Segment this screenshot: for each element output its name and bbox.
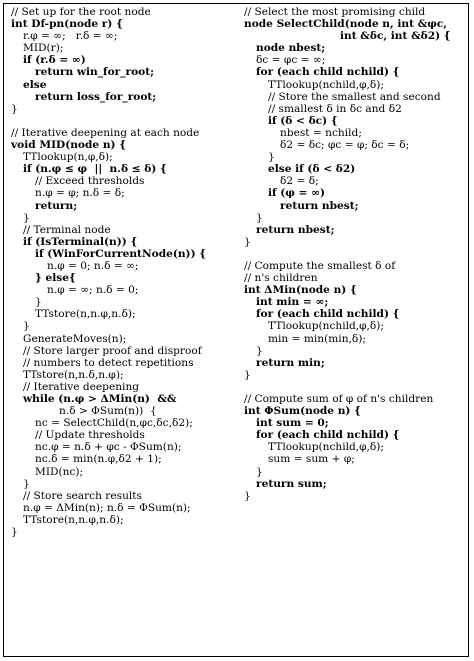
code-line: // Store the smallest and second [268, 90, 441, 103]
code-line: if (r.δ = ∞) [23, 54, 86, 67]
code-line: int min = ∞; [256, 296, 329, 309]
code-line: // Select the most promising child [244, 6, 426, 18]
code-line: δc = φc = ∞; [256, 54, 326, 67]
code-line: if (WinForCurrentNode(n)) { [35, 247, 207, 260]
code-line: int ΔMin(node n) { [244, 284, 357, 297]
code-line: } [11, 102, 18, 115]
code-line: TTlookup(nchild,φ,δ); [268, 441, 384, 454]
code-line: return loss_for_root; [35, 90, 157, 103]
code-line: // Store larger proof and disproof [23, 344, 202, 357]
code-line: return min; [256, 356, 325, 369]
code-line: } [35, 296, 42, 309]
code-line: n.δ > ΦSum(n)) { [59, 405, 157, 418]
code-line: TTlookup(nchild,φ,δ); [268, 320, 384, 333]
code-line: nbest = nchild; [280, 126, 362, 139]
code-line: nc = SelectChild(n,φc,δc,δ2); [35, 417, 193, 430]
code-line: GenerateMoves(n); [23, 332, 127, 345]
code-line: return nbest; [280, 199, 359, 212]
code-line: δ2 = δc; φc = φ; δc = δ; [280, 139, 410, 152]
code-line: n.φ = ΔMin(n); n.δ = ΦSum(n); [23, 501, 191, 514]
code-line: } [244, 368, 251, 381]
code-line: } [23, 320, 30, 333]
code-line: // Iterative deepening [23, 380, 140, 393]
code-line: // Terminal node [23, 223, 111, 236]
code-line: return win_for_root; [35, 66, 155, 79]
code-line: } [23, 477, 30, 490]
code-line: // smallest δ in δc and δ2 [268, 102, 402, 115]
code-line: } [256, 465, 263, 478]
code-line: if (IsTerminal(n)) { [23, 235, 138, 248]
code-line: int &δc, int &δ2) { [340, 30, 451, 43]
code-line: // Update thresholds [35, 429, 145, 442]
code-line: MID(r); [23, 42, 64, 55]
code-line [244, 248, 470, 260]
left-code-column [11, 6, 229, 538]
code-line: // n's children [244, 272, 318, 285]
code-line: n.φ = 0; n.δ = ∞; [47, 259, 139, 272]
code-line: // Compute the smallest δ of [244, 259, 396, 272]
code-line: int ΦSum(node n) { [244, 405, 361, 418]
code-line: for (each child nchild) { [256, 308, 400, 321]
code-line: TTstore(n,n.φ,n.δ); [35, 308, 136, 321]
code-line: if (φ = ∞) [268, 187, 325, 200]
code-line: else if (δ < δ2) [268, 163, 356, 176]
code-line: } [256, 344, 263, 357]
code-line: n.φ = φ; n.δ = δ; [35, 187, 125, 200]
code-line: r.φ = ∞; r.δ = ∞; [23, 30, 118, 43]
code-line: return nbest; [256, 223, 335, 236]
code-line: MID(nc); [35, 465, 84, 478]
code-line: min = min(min,δ); [268, 332, 366, 345]
code-line: } [256, 211, 263, 224]
code-line: } else{ [35, 272, 76, 285]
code-line: sum = sum + φ; [268, 453, 355, 466]
code-line: return sum; [256, 477, 327, 490]
code-line: // Compute sum of φ of n's children [244, 393, 434, 405]
code-line: else [23, 78, 47, 91]
code-line: TTstore(n,n.δ,n.φ); [23, 368, 124, 381]
code-line: } [268, 151, 275, 164]
code-line [244, 381, 470, 393]
code-line: } [23, 211, 30, 224]
code-line: int sum = 0; [256, 417, 329, 430]
code-line: TTlookup(nchild,φ,δ); [268, 78, 384, 91]
code-line: node nbest; [256, 42, 326, 55]
code-line: for (each child nchild) { [256, 66, 400, 79]
code-line: while (n.φ > ΔMin(n) && [23, 393, 177, 405]
code-line: nc.δ = min(n.φ,δ2 + 1); [35, 453, 162, 466]
code-line: // Store search results [23, 489, 142, 502]
code-line: TTstore(n,n.φ,n.δ); [23, 513, 124, 526]
code-line: δ2 = δ; [280, 175, 319, 188]
code-line: } [244, 489, 251, 502]
code-line: } [244, 235, 251, 248]
code-line: } [11, 526, 18, 539]
code-line: // Exceed thresholds [35, 175, 145, 188]
code-line: if (δ < δc) { [268, 114, 338, 127]
code-line: int Df-pn(node r) { [11, 18, 123, 31]
code-line: // Set up for the root node [11, 6, 151, 18]
code-line: // numbers to detect repetitions [23, 356, 194, 369]
code-line: // Iterative deepening at each node [11, 126, 200, 139]
code-line: node SelectChild(node n, int &φc, [244, 18, 447, 31]
code-line: for (each child nchild) { [256, 429, 400, 442]
code-line: nc.φ = n.δ + φc - ΦSum(n); [35, 441, 182, 454]
code-line [11, 115, 229, 127]
code-line: if (n.φ ≤ φ || n.δ ≤ δ) { [23, 163, 167, 176]
code-line: TTlookup(n,φ,δ); [23, 151, 113, 164]
right-code-column [244, 6, 470, 502]
code-line: void MID(node n) { [11, 139, 127, 152]
code-line: n.φ = ∞; n.δ = 0; [47, 284, 139, 297]
code-line: return; [35, 199, 78, 212]
